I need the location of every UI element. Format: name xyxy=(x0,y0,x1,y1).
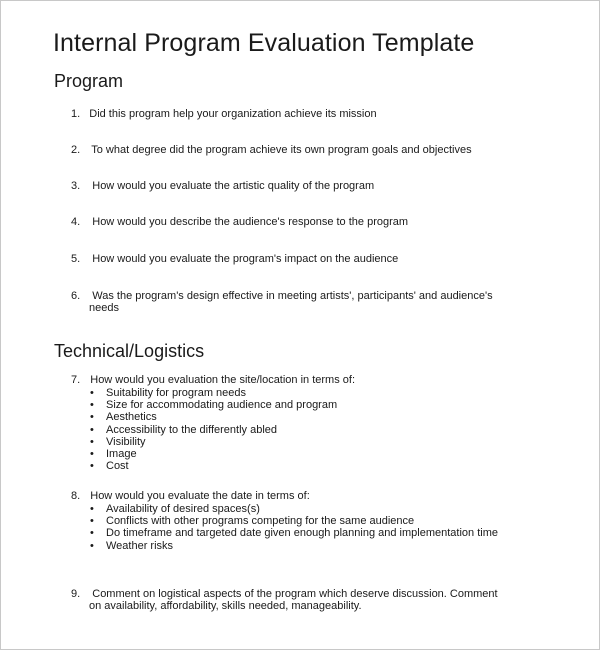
question-text-continued: needs xyxy=(89,302,119,314)
list-item: • Do timeframe and targeted date given enough planning and implementation time xyxy=(90,527,498,539)
question-text: Did this program help your organization achieve its mission xyxy=(89,108,377,120)
question-number: 9. xyxy=(71,588,81,600)
question-number: 6. xyxy=(71,290,81,302)
list-item: • Suitability for program needs xyxy=(90,387,337,399)
list-item: • Size for accommodating audience and program xyxy=(90,399,337,411)
question-number: 7. xyxy=(71,374,81,386)
document-title: Internal Program Evaluation Template xyxy=(53,29,475,57)
list-item: • Weather risks xyxy=(90,540,498,552)
question-number: 3. xyxy=(71,180,81,192)
question-6 xyxy=(71,290,493,314)
question-8 xyxy=(71,490,310,502)
question-4 xyxy=(71,216,408,228)
question-text-continued: on availability, affordability, skills needed, manageability. xyxy=(89,600,362,612)
question-number: 5. xyxy=(71,253,81,265)
question-text: How would you evaluate the date in terms of: xyxy=(90,490,310,502)
question-1 xyxy=(71,108,377,120)
list-item: • Aesthetics xyxy=(90,411,337,423)
section-heading-technical-logistics: Technical/Logistics xyxy=(54,341,205,361)
list-item: • Accessibility to the differently abled xyxy=(90,424,337,436)
question-text: How would you evaluate the program's impact on the audience xyxy=(92,253,399,265)
question-text: Comment on logistical aspects of the program which deserve discussion. Comment xyxy=(92,588,498,600)
question-7-options xyxy=(90,387,337,472)
list-item: • Visibility xyxy=(90,436,337,448)
question-9 xyxy=(71,588,498,612)
question-2 xyxy=(71,144,472,156)
question-3 xyxy=(71,180,374,192)
list-item: • Availability of desired spaces(s) xyxy=(90,503,498,515)
question-text: How would you evaluate the artistic quality of the program xyxy=(92,180,375,192)
question-number: 1. xyxy=(71,108,81,120)
question-number: 8. xyxy=(71,490,81,502)
question-text: To what degree did the program achieve its own program goals and objectives xyxy=(91,144,472,156)
question-text: How would you evaluation the site/location in terms of: xyxy=(90,374,356,386)
question-text: How would you describe the audience's response to the program xyxy=(92,216,409,228)
question-7 xyxy=(71,374,355,386)
section-heading-program: Program xyxy=(54,71,124,91)
question-number: 2. xyxy=(71,144,81,156)
question-8-options xyxy=(90,503,498,552)
question-5 xyxy=(71,253,398,265)
list-item: • Conflicts with other programs competing for the same audience xyxy=(90,515,498,527)
question-number: 4. xyxy=(71,216,81,228)
list-item: • Image xyxy=(90,448,337,460)
list-item: • Cost xyxy=(90,460,337,472)
question-text: Was the program's design effective in meeting artists', participants' and audience's xyxy=(92,290,493,302)
